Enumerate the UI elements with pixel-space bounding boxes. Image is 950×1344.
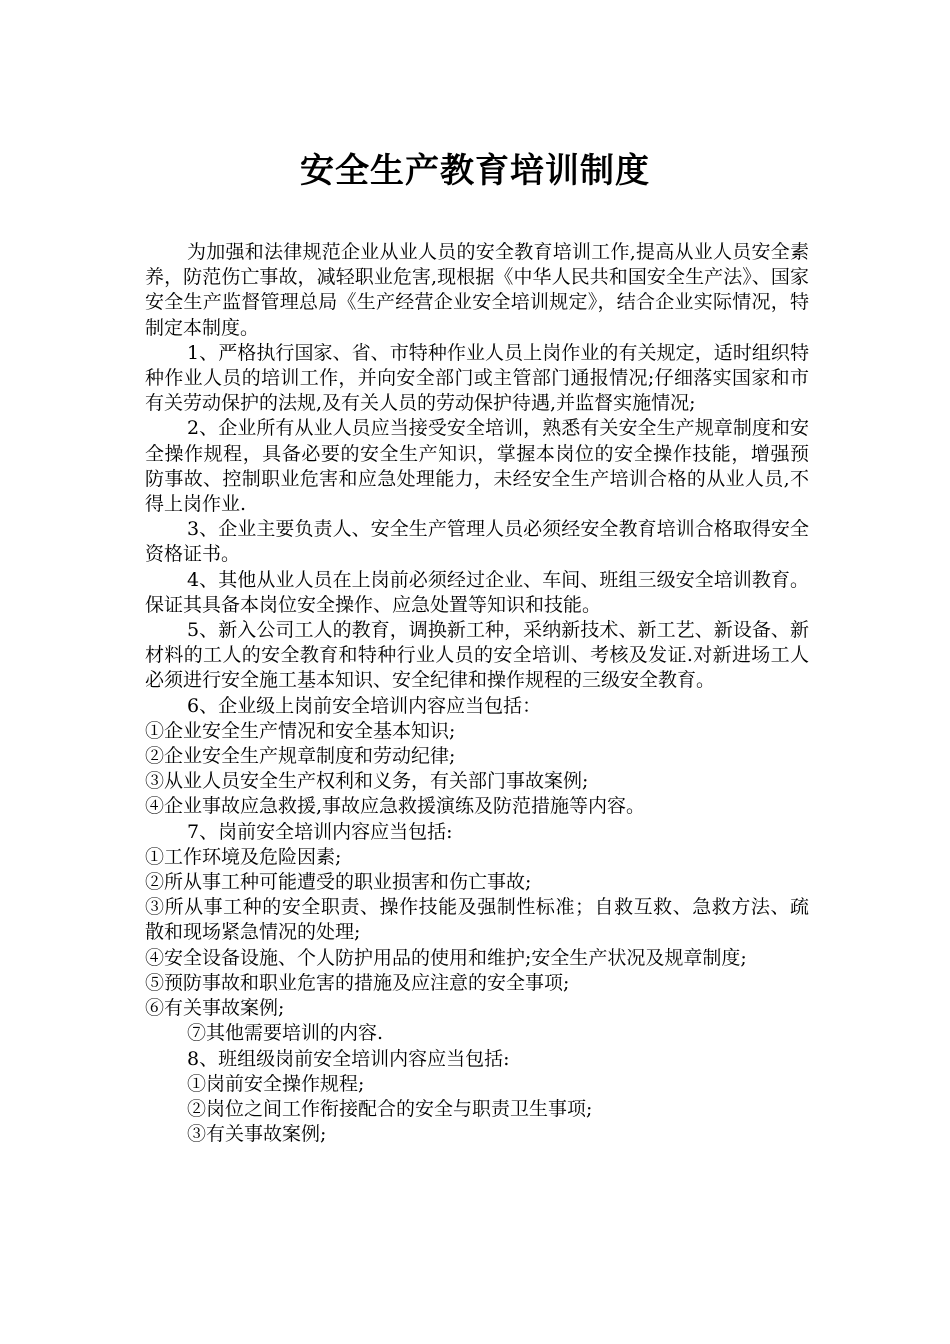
item-6-sub-4: ④企业事故应急救援,事故应急救援演练及防范措施等内容。 — [145, 795, 646, 818]
item-8: 8、班组级岗前安全培训内容应当包括: — [187, 1047, 510, 1070]
document-body — [145, 240, 809, 1147]
item-7-sub-1: ①工作环境及危险因素; — [145, 845, 342, 868]
item-2: 2、企业所有从业人员应当接受安全培训，熟悉有关安全生产规章制度和安全操作规程，具备必要的安全生产知识，掌握本岗位的安全操作技能，增强预防事故、控制职业危害和应急处理能力，未经安全生产培训合格的从业人员,不得上岗作业. — [145, 417, 809, 516]
item-7-sub-6: ⑥有关事故案例; — [145, 997, 285, 1020]
item-7: 7、岗前安全培训内容应当包括: — [187, 820, 453, 843]
item-4: 4、其他从业人员在上岗前必须经过企业、车间、班组三级安全培训教育。保证其具备本岗位安全操作、应急处置等知识和技能。 — [145, 568, 809, 616]
item-7-sub-7: ⑦其他需要培训的内容. — [187, 1022, 384, 1045]
document-title: 安全生产教育培训制度 — [300, 151, 650, 191]
intro-paragraph: 为加强和法律规范企业从业人员的安全教育培训工作,提高从业人员安全素养，防范伤亡事故，减轻职业危害,现根据《中华人民共和国安全生产法》、国家安全生产监督管理总局《生产经营企业安全培训规定》，结合企业实际情况，特制定本制度。 — [145, 241, 809, 339]
item-6-sub-3: ③从业人员安全生产权利和义务，有关部门事故案例; — [145, 770, 589, 793]
item-6: 6、企业级上岗前安全培训内容应当包括： — [187, 694, 542, 717]
item-8-sub-1: ①岗前安全操作规程; — [187, 1072, 365, 1095]
item-8-sub-3: ③有关事故案例; — [187, 1123, 327, 1146]
item-5: 5、新入公司工人的教育，调换新工种，采纳新技术、新工艺、新设备、新材料的工人的安全教育和特种行业人员的安全培训、考核及发证.对新进场工人必须进行安全施工基本知识、安全纪律和操作规程的三级安全教育。 — [145, 619, 809, 692]
item-7-sub-5: ⑤预防事故和职业危害的措施及应注意的安全事项; — [145, 971, 570, 994]
item-7-sub-4: ④安全设备设施、个人防护用品的使用和维护;安全生产状况及规章制度; — [145, 946, 747, 969]
item-6-sub-1: ①企业安全生产情况和安全基本知识; — [145, 719, 456, 742]
item-7-sub-2: ②所从事工种可能遭受的职业损害和伤亡事故; — [145, 871, 532, 894]
item-7-sub-3: ③所从事工种的安全职责、操作技能及强制性标准；自救互救、急救方法、疏散和现场紧急情况的处理; — [145, 896, 809, 944]
item-3: 3、企业主要负责人、安全生产管理人员必须经安全教育培训合格取得安全资格证书。 — [145, 518, 809, 566]
item-8-sub-2: ②岗位之间工作衔接配合的安全与职责卫生事项; — [187, 1097, 593, 1120]
item-6-sub-2: ②企业安全生产规章制度和劳动纪律; — [145, 745, 456, 768]
item-1: 1、严格执行国家、省、市特种作业人员上岗作业的有关规定，适时组织特种作业人员的培训工作，并向安全部门或主管部门通报情况;仔细落实国家和市有关劳动保护的法规,及有关人员的劳动保护待遇,并监督实施情况; — [145, 341, 809, 415]
